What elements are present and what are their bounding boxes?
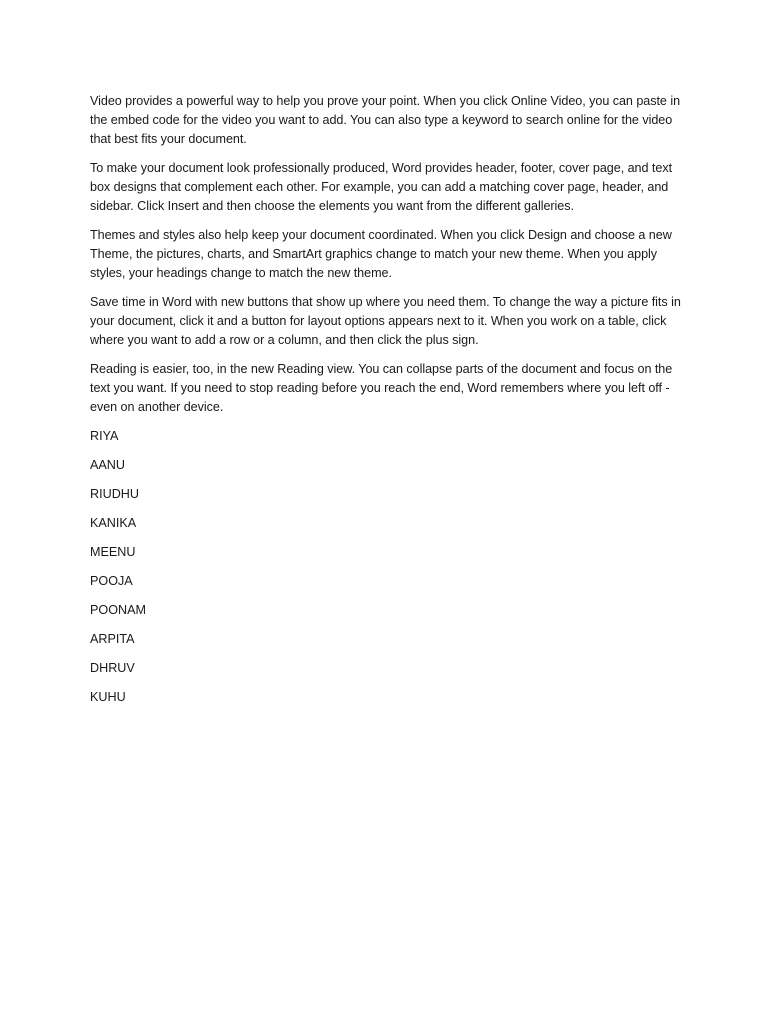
list-item: RIYA [90,429,119,443]
list-item: KUHU [90,690,126,704]
list-item: RIUDHU [90,487,139,501]
paragraph-reading: Reading is easier, too, in the new Reading view. You can collapse parts of the document and focus on the text you want. If you need to stop reading before you reach the end, Word remembers where you left off - even on another device. [90,362,673,414]
list-item: KANIKA [90,516,137,530]
paragraph-buttons: Save time in Word with new buttons that show up where you need them. To change the way a picture fits in your document, click it and a button for layout options appears next to it. When you work on a table, click where you want to add a row or a column, and then click the plus sign. [90,295,681,347]
list-item: POOJA [90,574,133,588]
paragraph-video: Video provides a powerful way to help you prove your point. When you click Online Video, you can paste in the embed code for the video you want to add. You can also type a keyword to search online for the video that best fits your document. [90,94,681,146]
list-item: MEENU [90,545,136,559]
list-item: POONAM [90,603,146,617]
name-list [90,427,682,707]
list-item: DHRUV [90,661,135,675]
paragraph-themes: Themes and styles also help keep your document coordinated. When you click Design and choose a new Theme, the pictures, charts, and SmartArt graphics change to match your new theme. When you apply styles, your headings change to match the new theme. [90,228,672,280]
list-item: AANU [90,458,125,472]
list-item: ARPITA [90,632,135,646]
document-body [90,92,682,717]
paragraph-design: To make your document look professionally produced, Word provides header, footer, cover page, and text box designs that complement each other. For example, you can add a matching cover page, header, and sidebar. Click Insert and then choose the elements you want from the different galleries. [90,161,673,213]
